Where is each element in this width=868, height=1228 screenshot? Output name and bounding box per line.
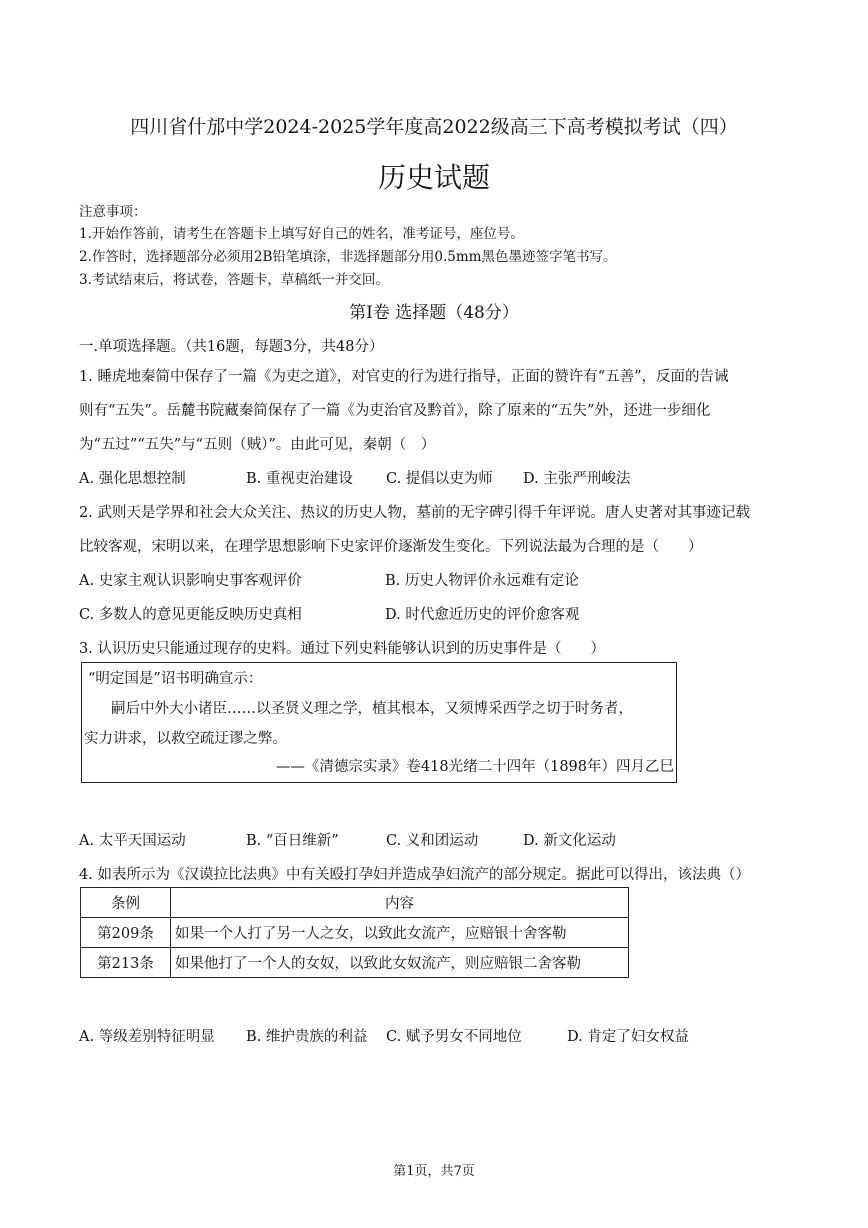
- table-header-cell: 条例: [81, 888, 171, 918]
- table-row: [81, 918, 629, 948]
- table-header-row: [81, 888, 629, 918]
- q3-option-a: A. 太平天国运动: [79, 833, 186, 849]
- page-number: 第1页，共7页: [393, 1164, 475, 1179]
- q1-line: 则有“五失”。岳麓书院藏秦简保存了一篇《为吏治官及黔首》，除了原来的“五失”外，还进一步细化: [79, 403, 711, 419]
- note-item: 1.开始作答前，请考生在答题卡上填写好自己的姓名，准考证号，座位号。: [79, 226, 524, 242]
- note-item: 3.考试结束后，将试卷，答题卡，草稿纸一并交回。: [79, 272, 389, 288]
- law-table: [80, 887, 629, 978]
- q2-option-c: C. 多数人的意见更能反映历史真相: [79, 607, 302, 623]
- table-cell: 如果一个人打了另一人之女，以致此女流产，应赔银十舍客勒: [171, 918, 629, 948]
- q1-option-b: B. 重视吏治建设: [246, 471, 353, 487]
- table-row: [81, 948, 629, 978]
- part-heading: 一.单项选择题。（共16题，每题3分，共48分）: [79, 339, 384, 355]
- q4-stem: 4. 如表所示为《汉谟拉比法典》中有关殴打孕妇并造成孕妇流产的部分规定。据此可以得出，该法典（）: [79, 867, 750, 883]
- q3-stem: 3. 认识历史只能通过现存的史料。通过下列史料能够认识到的历史事件是（ ）: [79, 641, 605, 657]
- q3-option-c: C. 义和团运动: [386, 833, 479, 849]
- q1-option-d: D. 主张严刑峻法: [523, 471, 631, 487]
- q4-option-b: B. 维护贵族的利益: [246, 1029, 368, 1045]
- q1-option-a: A. 强化思想控制: [79, 471, 186, 487]
- q1-option-c: C. 提倡以吏为师: [386, 471, 493, 487]
- q3-option-b: B. “百日维新”: [246, 833, 339, 849]
- table-cell: 第213条: [81, 948, 171, 978]
- quote-line: 嗣后中外大小诸臣……以圣贤义理之学，植其根本，又须博采西学之切于时务者，: [111, 701, 633, 717]
- table-cell: 第209条: [81, 918, 171, 948]
- q1-line: 为“五过”“五失”与“五则（贼）”。由此可见，秦朝（ ）: [79, 437, 436, 453]
- q2-line: 2. 武则天是学界和社会大众关注、热议的历史人物，墓前的无字碑引得千年评说。唐人史著对其事迹记载: [79, 505, 750, 521]
- q3-quote-box: [81, 662, 677, 783]
- note-item: 2.作答时，选择题部分必须用2B铅笔填涂，非选择题部分用0.5mm黑色墨迹签字笔书写。: [79, 249, 617, 265]
- q2-option-a: A. 史家主观认识影响史事客观评价: [79, 573, 302, 589]
- section-title: 第Ⅰ卷 选择题（48分）: [349, 303, 519, 323]
- q2-option-d: D. 时代愈近历史的评价愈客观: [385, 607, 580, 623]
- q2-option-b: B. 历史人物评价永远难有定论: [385, 573, 579, 589]
- q1-line: 1. 睡虎地秦简中保存了一篇《为吏之道》，对官吏的行为进行指导，正面的赞许有“五善”，反面的告诫: [79, 369, 729, 385]
- q2-line: 比较客观，宋明以来，在理学思想影响下史家评价逐渐发生变化。下列说法最为合理的是（ ）: [79, 539, 703, 555]
- q4-option-a: A. 等级差别特征明显: [79, 1029, 215, 1045]
- q4-option-d: D. 肯定了妇女权益: [567, 1029, 689, 1045]
- table-header-cell: 内容: [171, 888, 629, 918]
- subject-title: 历史试题: [377, 161, 490, 194]
- quote-source: ——《清德宗实录》卷418光绪二十四年（1898年）四月乙巳: [275, 759, 674, 775]
- quote-line: “明定国是”诏书明确宣示：: [88, 671, 263, 687]
- q4-option-c: C. 赋予男女不同地位: [386, 1029, 522, 1045]
- table-cell: 如果他打了一个人的女奴，以致此女奴流产，则应赔银二舍客勒: [171, 948, 629, 978]
- notes-heading: 注意事项：: [79, 204, 147, 220]
- quote-line: 实力讲求，以救空疏迂谬之弊。: [84, 731, 287, 747]
- exam-title: 四川省什邡中学2024-2025学年度高2022级高三下高考模拟考试（四）: [130, 116, 738, 138]
- q3-option-d: D. 新文化运动: [523, 833, 616, 849]
